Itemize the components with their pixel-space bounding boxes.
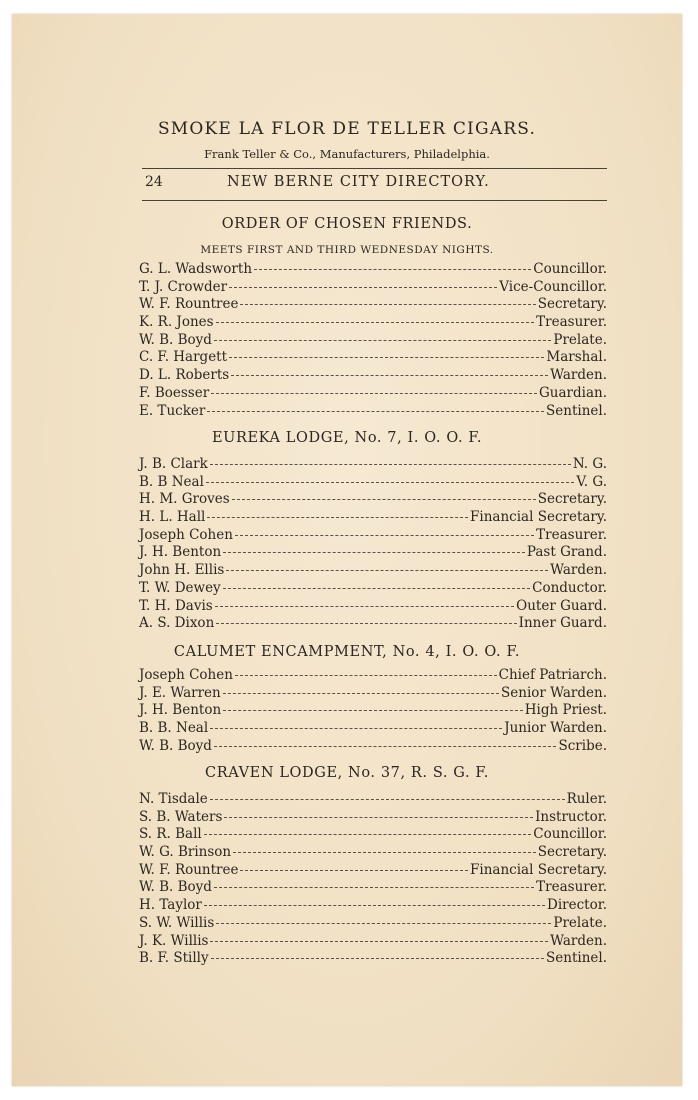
section-title-calumet-encampment: CALUMET ENCAMPMENT, No. 4, I. O. O. F. <box>173 644 521 660</box>
member-name: W. G. Brinson <box>139 844 232 861</box>
running-title: NEW BERNE CITY DIRECTORY. <box>227 174 490 190</box>
dot-leader <box>215 606 514 607</box>
directory-entry <box>139 720 607 738</box>
directory-entry <box>139 562 607 580</box>
section-title-chosen-friends: ORDER OF CHOSEN FRIENDS. <box>221 216 473 232</box>
dot-leader <box>223 552 525 553</box>
dot-leader <box>204 834 532 835</box>
member-name: J. K. Willis <box>139 932 209 949</box>
member-name: Joseph Cohen <box>139 526 233 543</box>
office-title: Financial Secretary. <box>470 509 607 526</box>
dot-leader <box>231 375 548 376</box>
member-name: W. F. Rountree <box>139 296 239 313</box>
advertisement-title: SMOKE LA FLOR DE TELLER CIGARS. <box>157 119 537 139</box>
directory-entry <box>139 933 607 951</box>
advertisement-subtitle: Frank Teller & Co., Manufacturers, Philadelphia. <box>204 147 490 161</box>
member-name: G. L. Wadsworth <box>139 261 253 277</box>
member-name: J. H. Benton <box>139 702 222 719</box>
directory-entry <box>139 862 607 880</box>
directory-entry <box>139 685 607 703</box>
member-name: W. B. Boyd <box>139 737 212 754</box>
office-title: High Priest. <box>524 702 607 719</box>
office-title: Chief Patriarch. <box>498 667 607 683</box>
directory-page <box>12 14 682 1086</box>
section-title-craven-lodge: CRAVEN LODGE, No. 37, R. S. G. F. <box>205 765 489 781</box>
dot-leader <box>211 958 544 959</box>
member-name: B. B Neal <box>139 473 204 490</box>
member-name: J. B. Clark <box>139 456 208 472</box>
directory-entry <box>139 738 607 756</box>
office-title: Ruler. <box>566 791 607 807</box>
dot-leader <box>254 269 531 270</box>
section-list-craven-lodge <box>139 791 607 968</box>
office-title: Vice-Councillor. <box>499 278 607 295</box>
office-title: Junior Warden. <box>504 720 607 737</box>
member-name: W. B. Boyd <box>139 879 212 896</box>
dot-leader <box>210 799 565 800</box>
member-name: W. B. Boyd <box>139 331 212 348</box>
office-title: Financial Secretary. <box>470 861 607 878</box>
section-subtitle-chosen-friends: MEETS FIRST AND THIRD WEDNESDAY NIGHTS. <box>200 244 494 256</box>
dot-leader <box>207 411 544 412</box>
dot-leader <box>210 941 548 942</box>
header-rule-bottom <box>142 200 607 201</box>
office-title: Director. <box>547 897 607 914</box>
directory-entry <box>139 261 607 279</box>
directory-entry <box>139 403 607 421</box>
member-name: N. Tisdale <box>139 791 208 807</box>
member-name: T. W. Dewey <box>139 579 221 596</box>
directory-entry <box>139 509 607 527</box>
dot-leader <box>229 357 544 358</box>
directory-entry <box>139 702 607 720</box>
directory-entry <box>139 915 607 933</box>
dot-leader <box>210 464 571 465</box>
member-name: K. R. Jones <box>139 314 214 331</box>
member-name: F. Boesser <box>139 384 210 401</box>
member-name: J. H. Benton <box>139 544 222 561</box>
member-name: T. J. Crowder <box>139 278 228 295</box>
header-rule-top <box>142 168 607 169</box>
directory-entry <box>139 367 607 385</box>
office-title: Warden. <box>550 932 607 949</box>
dot-leader <box>223 693 499 694</box>
office-title: Prelate. <box>553 914 607 931</box>
dot-leader <box>204 905 545 906</box>
office-title: Warden. <box>550 367 607 384</box>
member-name: S. W. Willis <box>139 914 215 931</box>
office-title: Conductor. <box>532 579 607 596</box>
directory-entry <box>139 879 607 897</box>
section-list-calumet-encampment <box>139 667 607 755</box>
dot-leader <box>211 393 537 394</box>
directory-entry <box>139 279 607 297</box>
page-number: 24 <box>145 174 163 190</box>
dot-leader <box>223 588 530 589</box>
dot-leader <box>216 322 535 323</box>
directory-entry <box>139 349 607 367</box>
member-name: B. F. Stilly <box>139 950 209 967</box>
member-name: H. L. Hall <box>139 509 206 526</box>
directory-entry <box>139 314 607 332</box>
office-title: Secretary. <box>537 296 607 313</box>
directory-entry <box>139 385 607 403</box>
member-name: H. M. Groves <box>139 491 230 508</box>
member-name: T. H. Davis <box>139 597 213 614</box>
office-title: Past Grand. <box>526 544 607 561</box>
dot-leader <box>240 870 468 871</box>
dot-leader <box>223 710 523 711</box>
office-title: Treasurer. <box>536 314 607 331</box>
directory-entry <box>139 598 607 616</box>
office-title: Councillor. <box>533 826 607 843</box>
directory-entry <box>139 950 607 968</box>
member-name: A. S. Dixon <box>139 615 215 632</box>
directory-entry <box>139 491 607 509</box>
member-name: H. Taylor <box>139 897 202 914</box>
member-name: S. B. Waters <box>139 808 223 825</box>
office-title: Secretary. <box>537 491 607 508</box>
office-title: Sentinel. <box>546 402 607 419</box>
directory-entry <box>139 615 607 633</box>
directory-entry <box>139 456 607 474</box>
member-name: J. E. Warren <box>139 684 221 701</box>
member-name: E. Tucker <box>139 402 206 419</box>
dot-leader <box>235 535 534 536</box>
office-title: Treasurer. <box>536 879 607 896</box>
dot-leader <box>206 482 575 483</box>
dot-leader <box>207 517 468 518</box>
office-title: Marshal. <box>546 349 607 366</box>
office-title: Senior Warden. <box>501 684 607 701</box>
dot-leader <box>216 623 516 624</box>
office-title: Inner Guard. <box>518 615 607 632</box>
office-title: Outer Guard. <box>516 597 607 614</box>
member-name: John H. Ellis <box>139 562 225 579</box>
member-name: D. L. Roberts <box>139 367 230 384</box>
directory-entry <box>139 474 607 492</box>
dot-leader <box>224 817 533 818</box>
office-title: Scribe. <box>558 737 607 754</box>
directory-entry <box>139 826 607 844</box>
office-title: Instructor. <box>535 808 607 825</box>
member-name: C. F. Hargett <box>139 349 228 366</box>
section-title-eureka-lodge: EUREKA LODGE, No. 7, I. O. O. F. <box>211 430 483 446</box>
directory-entry <box>139 667 607 685</box>
section-list-eureka-lodge <box>139 456 607 633</box>
office-title: Prelate. <box>553 331 607 348</box>
office-title: N. G. <box>572 456 607 472</box>
dot-leader <box>214 887 534 888</box>
office-title: V. G. <box>576 473 607 490</box>
directory-entry <box>139 809 607 827</box>
dot-leader <box>214 746 557 747</box>
dot-leader <box>214 340 551 341</box>
dot-leader <box>232 499 536 500</box>
directory-entry <box>139 544 607 562</box>
office-title: Secretary. <box>537 844 607 861</box>
office-title: Guardian. <box>539 384 607 401</box>
office-title: Warden. <box>550 562 607 579</box>
directory-entry <box>139 527 607 545</box>
dot-leader <box>229 287 497 288</box>
directory-entry <box>139 791 607 809</box>
directory-entry <box>139 580 607 598</box>
member-name: B. B. Neal <box>139 720 209 737</box>
dot-leader <box>233 852 536 853</box>
directory-entry <box>139 897 607 915</box>
section-list-chosen-friends <box>139 261 607 420</box>
directory-entry <box>139 332 607 350</box>
member-name: W. F. Rountree <box>139 861 239 878</box>
member-name: S. R. Ball <box>139 826 202 843</box>
dot-leader <box>216 923 551 924</box>
directory-entry <box>139 296 607 314</box>
directory-entry <box>139 844 607 862</box>
office-title: Sentinel. <box>546 950 607 967</box>
office-title: Treasurer. <box>536 526 607 543</box>
dot-leader <box>226 570 548 571</box>
member-name: Joseph Cohen <box>139 667 233 683</box>
dot-leader <box>240 304 535 305</box>
dot-leader <box>210 728 502 729</box>
dot-leader <box>235 675 497 676</box>
office-title: Councillor. <box>533 261 607 277</box>
